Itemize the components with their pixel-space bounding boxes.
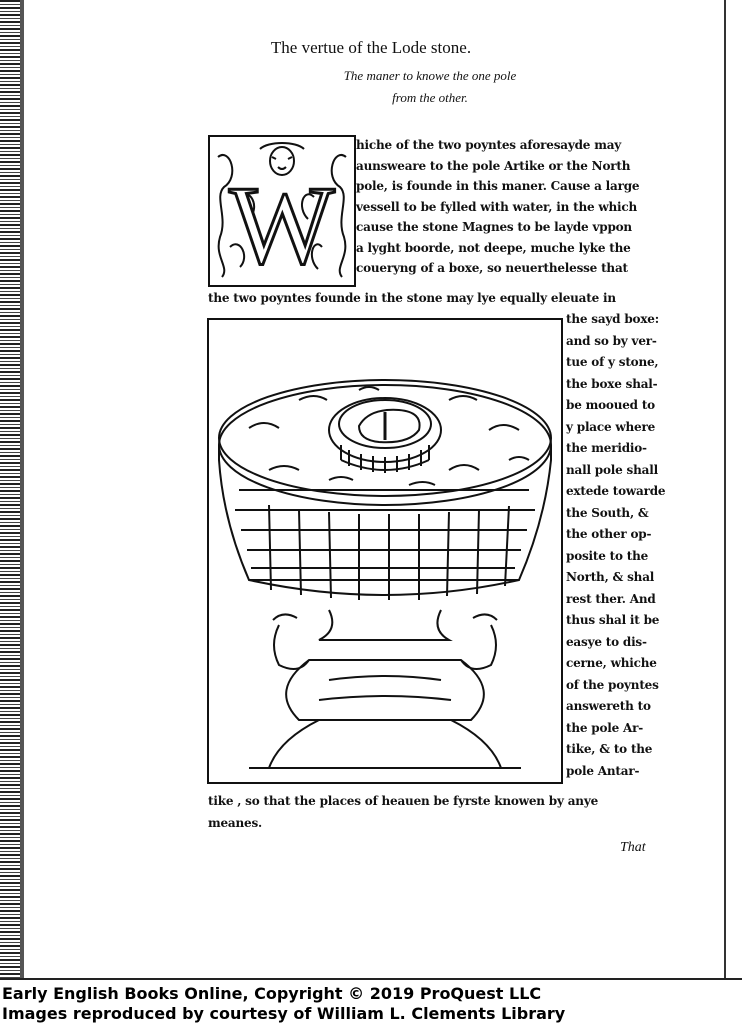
text-line-full-width: the two poyntes founde in the stone may lye equally eleuate in bbox=[208, 291, 616, 305]
text-line-beside-initial: vessell to be fylled with water, in the which bbox=[356, 199, 638, 214]
text-line-beside-figure: the South, & bbox=[566, 505, 649, 520]
page-edge-rule bbox=[20, 0, 24, 980]
footer-copyright: Early English Books Online, Copyright © 2019 ProQuest LLC bbox=[2, 984, 542, 1003]
text-line-beside-figure: nall pole shall bbox=[566, 462, 658, 477]
text-line-beside-figure: rest ther. And bbox=[566, 591, 656, 606]
page-bottom-rule bbox=[0, 978, 742, 980]
text-line-beside-figure: thus shal it be bbox=[566, 613, 660, 627]
page-right-rule bbox=[724, 0, 726, 980]
text-line-beside-figure: cerne, whiche bbox=[566, 656, 657, 670]
subtitle-line-2: from the other. bbox=[392, 90, 468, 105]
woodcut-illustration bbox=[207, 318, 563, 784]
page-edge-ornament bbox=[0, 0, 20, 980]
footer-courtesy: Images reproduced by courtesy of William L. Clements Library bbox=[2, 1004, 566, 1023]
subtitle-line-1: The maner to knowe the one pole bbox=[343, 68, 517, 83]
text-line-beside-figure: be mooued to bbox=[566, 398, 655, 412]
text-line-beside-figure: of the poyntes bbox=[566, 677, 659, 692]
text-line-beside-figure: tue of y stone, bbox=[566, 355, 659, 369]
text-line-beside-initial: a lyght boorde, not deepe, muche lyke the bbox=[356, 240, 631, 255]
initial-letter: W bbox=[229, 164, 335, 285]
text-line-beside-initial: coueryng of a boxe, so neuerthelesse that bbox=[356, 261, 628, 275]
text-line-beside-figure: posite to the bbox=[566, 548, 649, 563]
page-title: The vertue of the Lode stone. bbox=[270, 38, 472, 57]
text-line-beside-figure: pole Antar- bbox=[566, 763, 640, 778]
text-line-final-1: tike , so that the places of heauen be fyrste knowen by anye bbox=[208, 794, 599, 808]
decorated-initial bbox=[208, 135, 356, 287]
text-line-beside-figure: North, & shal bbox=[566, 570, 655, 584]
text-line-beside-figure: tike, & to the bbox=[566, 742, 653, 756]
text-line-beside-figure: the meridio- bbox=[566, 441, 647, 455]
text-line-beside-figure: easye to dis- bbox=[566, 634, 647, 649]
catchword: That bbox=[620, 840, 646, 855]
text-line-beside-figure: extede towarde bbox=[566, 484, 666, 498]
text-line-beside-initial: pole, is founde in this maner. Cause a large bbox=[356, 179, 640, 193]
text-line-beside-figure: the other op- bbox=[566, 527, 652, 541]
text-line-beside-initial: aunsweare to the pole Artike or the North bbox=[356, 158, 631, 173]
text-line-beside-figure: the boxe shal- bbox=[566, 376, 658, 391]
text-line-beside-initial: hiche of the two poyntes aforesayde may bbox=[356, 138, 622, 152]
text-line-beside-initial: cause the stone Magnes to be layde vppon bbox=[356, 220, 632, 234]
text-line-beside-figure: y place where bbox=[566, 419, 656, 434]
text-line-final-2: meanes. bbox=[208, 816, 263, 830]
text-line-beside-figure: the sayd boxe: bbox=[566, 312, 659, 326]
text-line-beside-figure: answereth to bbox=[566, 699, 651, 713]
text-line-beside-figure: and so by ver- bbox=[566, 333, 657, 348]
text-line-beside-figure: the pole Ar- bbox=[566, 720, 644, 735]
